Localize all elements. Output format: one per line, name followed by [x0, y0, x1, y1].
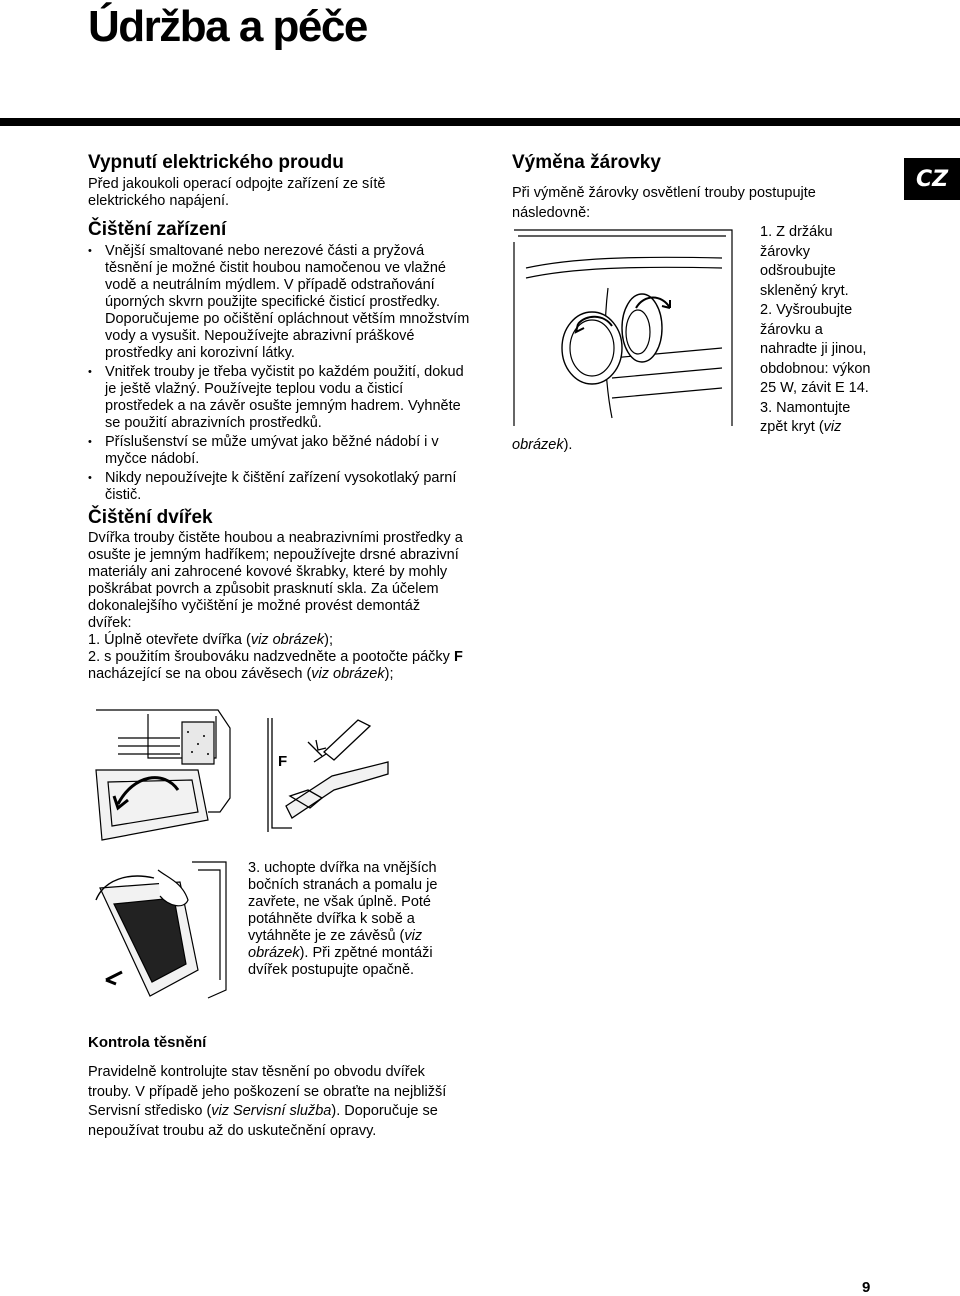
door-step-3: 3. uchopte dvířka na vnějších bočních stranách a pomalu je zavřete, ne však úplně. Poté potáhněte dvířka k sobě a vytáhněte je ze závěsů (viz obrázek). Při zpětné montáži dvířek postupujte opačně. — [248, 860, 438, 978]
list-item: 3. Namontujte — [760, 399, 851, 416]
figure-reference: viz obrázek — [248, 928, 423, 961]
door-step-2: 2. s použitím šroubováku nadzvedněte a pootočte páčky F nacházející se na obou závěsech (viz obrázek); — [88, 649, 463, 682]
bulb-caption: obrázek). — [512, 437, 573, 453]
open-door-illustration — [88, 708, 234, 842]
cleaning-door-heading: Čištění dvířek — [88, 507, 213, 528]
lever-label: F — [453, 649, 463, 665]
seal-check-section — [88, 1034, 466, 1141]
list-item: žárovky — [760, 243, 810, 260]
cleaning-door-section — [88, 507, 466, 683]
list-item: skleněný kryt. — [760, 282, 849, 299]
bulb-section — [512, 152, 872, 223]
power-off-section — [88, 152, 468, 210]
language-tab: CZ — [904, 158, 960, 200]
power-off-text: Před jakoukoli operací odpojte zařízení ze sítě elektrického napájení. — [88, 176, 386, 209]
list-item: 2. Vyšroubujte — [760, 302, 853, 318]
cleaning-appliance-heading: Čištění zařízení — [88, 219, 227, 240]
service-reference: viz Servisní služba — [211, 1103, 332, 1119]
page-number: 9 — [862, 1279, 871, 1296]
list-item: nahradte ji jinou, — [760, 341, 867, 357]
lever-f-label: F — [278, 753, 288, 770]
bulb-steps — [760, 223, 900, 438]
header-rule — [0, 118, 960, 126]
figure-reference: viz obrázek — [250, 632, 325, 648]
page-title: Údržba a péče — [88, 2, 367, 51]
list-item: odšroubujte — [760, 263, 836, 279]
list-item: • Vnitřek trouby je třeba vyčistit po každém použití, dokud je ještě vlažný. Používejte teplou vodu a čisticí prostředek a na závěr osušte jemným hadrem. Vyhněte se použití abrazivních prostředků. — [88, 364, 472, 432]
hinge-lever-illustration — [262, 716, 392, 836]
list-item: 1. Z držáku — [760, 224, 833, 240]
power-off-heading: Vypnutí elektrického proudu — [88, 152, 344, 173]
figure-reference: viz — [823, 419, 842, 435]
list-item: • Nikdy nepoužívejte k čištění zařízení vysokotlaký parní čistič. — [88, 470, 472, 504]
bulb-replacement-illustration — [512, 228, 742, 428]
bulb-intro: Při výměně žárovky osvětlení trouby postupujte následovně: — [512, 185, 816, 221]
list-item: žárovku a — [760, 321, 823, 338]
door-step-1: 1. Úplně otevřete dvířka (viz obrázek); — [88, 632, 334, 648]
cleaning-appliance-section — [88, 219, 472, 506]
seal-check-text: Pravidelně kontrolujte stav těsnění po obvodu dvířek trouby. V případě jeho poškození se obraťte na nejbližší Servisní středisko (viz Servisní služba). Doporučuje se nepoužívat troubu až do uskutečnění opravy. — [88, 1064, 447, 1139]
cleaning-bullet-list — [88, 243, 472, 504]
cleaning-door-text: Dvířka trouby čistěte houbou a neabrazivními prostředky a osušte je jemným hadříkem; nepoužívejte drsné abrazivní materiály ani zahrocené kovové škrabky, které by mohly poškrábat povrch a způsobit prasknutí skla. Za účelem dokonalejšího vyčištění je možné provést demontáž dvířek: — [88, 530, 463, 631]
seal-check-heading: Kontrola těsnění — [88, 1034, 207, 1051]
bulb-heading: Výměna žárovky — [512, 152, 661, 173]
list-item: zpět kryt (viz — [760, 419, 842, 435]
figure-reference: obrázek — [512, 437, 564, 453]
list-item: 25 W, závit E 14. — [760, 380, 869, 396]
remove-door-illustration — [88, 860, 228, 1000]
figure-reference: viz obrázek — [311, 666, 385, 682]
list-item: • Příslušenství se může umývat jako běžné nádobí i v myčce nádobí. — [88, 434, 472, 468]
list-item: • Vnější smaltované nebo nerezové části a pryžová těsnění je možné čistit houbou namočenou ve vlažné vodě a neutrálním mýdlem. V případě odstraňování úporných skvrn použijte specifické čisticí prostředky. Doporučujeme po očištění opláchnout větším množstvím vody a vysušit. Nepoužívejte abrazivní práškové prostředky ani korozivní látky. — [88, 243, 472, 362]
list-item: obdobnou: výkon — [760, 360, 871, 377]
